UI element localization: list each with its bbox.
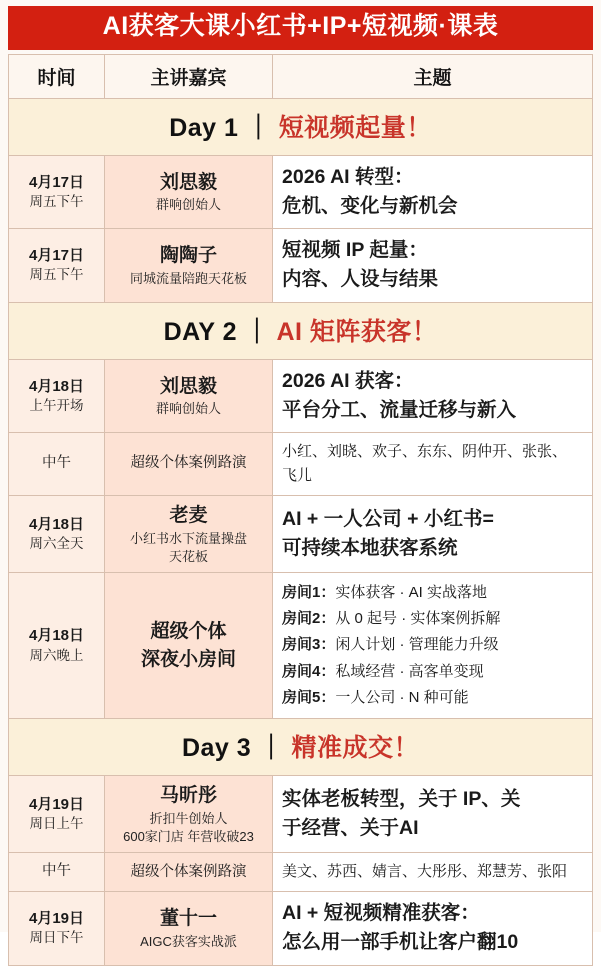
row-time: 中午 <box>9 433 105 496</box>
row-host: 超级个体 深夜小房间 <box>105 572 273 718</box>
row-topic: 小红、刘晓、欢子、东东、阴仲开、张张、 飞儿 <box>273 433 593 496</box>
day-section-label: Day 1 ｜ 短视频起量！ <box>9 98 593 155</box>
table-row <box>9 572 593 718</box>
row-time: 4月19日 周日下午 <box>9 892 105 966</box>
row-topic: AI + 短视频精准获客： 怎么用一部手机让客户翻10 <box>273 892 593 966</box>
day-section-row <box>9 98 593 155</box>
page-title: AI获客大课小红书+IP+短视频·课表 <box>8 6 593 50</box>
table-row <box>9 229 593 303</box>
row-topic: 美文、苏西、婧言、大彤彤、郑慧芳、张阳 <box>273 853 593 892</box>
row-topic: 实体老板转型，关于 IP、关 于经营、关于AI <box>273 776 593 853</box>
schedule-table <box>8 54 593 966</box>
row-host: 超级个体案例路演 <box>105 433 273 496</box>
row-host: 超级个体案例路演 <box>105 853 273 892</box>
row-time: 中午 <box>9 853 105 892</box>
table-row <box>9 433 593 496</box>
row-time: 4月17日 周五下午 <box>9 229 105 303</box>
row-time: 4月18日 上午开场 <box>9 359 105 433</box>
row-time: 4月17日 周五下午 <box>9 155 105 229</box>
row-time: 4月18日 周六全天 <box>9 496 105 573</box>
column-header-time: 时间 <box>9 54 105 98</box>
row-topic: 2026 AI 转型： 危机、变化与新机会 <box>273 155 593 229</box>
schedule-body <box>9 98 593 965</box>
column-header-host: 主讲嘉宾 <box>105 54 273 98</box>
row-host: 刘思毅 群响创始人 <box>105 359 273 433</box>
row-topic: 短视频 IP 起量： 内容、人设与结果 <box>273 229 593 303</box>
day-section-row <box>9 302 593 359</box>
row-host: 陶陶子 同城流量陪跑天花板 <box>105 229 273 303</box>
table-row <box>9 776 593 853</box>
table-header-row <box>9 54 593 98</box>
column-header-topic: 主题 <box>273 54 593 98</box>
row-topic: AI + 一人公司 + 小红书= 可持续本地获客系统 <box>273 496 593 573</box>
row-host: 老麦 小红书水下流量操盘 天花板 <box>105 496 273 573</box>
row-host: 马昕彤 折扣牛创始人 600家门店 年营收破23 <box>105 776 273 853</box>
row-host: 刘思毅 群响创始人 <box>105 155 273 229</box>
row-time: 4月18日 周六晚上 <box>9 572 105 718</box>
day-section-label: DAY 2 ｜ AI 矩阵获客！ <box>9 302 593 359</box>
table-row <box>9 359 593 433</box>
row-host: 董十一 AIGC获客实战派 <box>105 892 273 966</box>
row-topic: 2026 AI 获客： 平台分工、流量迁移与新入 <box>273 359 593 433</box>
table-row <box>9 892 593 966</box>
table-row <box>9 853 593 892</box>
day-section-label: Day 3 ｜ 精准成交！ <box>9 719 593 776</box>
row-topic: 房间1：实体获客 · AI 实战落地 房间2：从 0 起号 · 实体案例拆解 房间3：闲人计划 · 管理能力升级 房间4：私域经营 · 高客单变现 房间5：一人公司 · N 种可能 <box>273 572 593 718</box>
table-row <box>9 155 593 229</box>
row-time: 4月19日 周日上午 <box>9 776 105 853</box>
day-section-row <box>9 719 593 776</box>
table-row <box>9 496 593 573</box>
